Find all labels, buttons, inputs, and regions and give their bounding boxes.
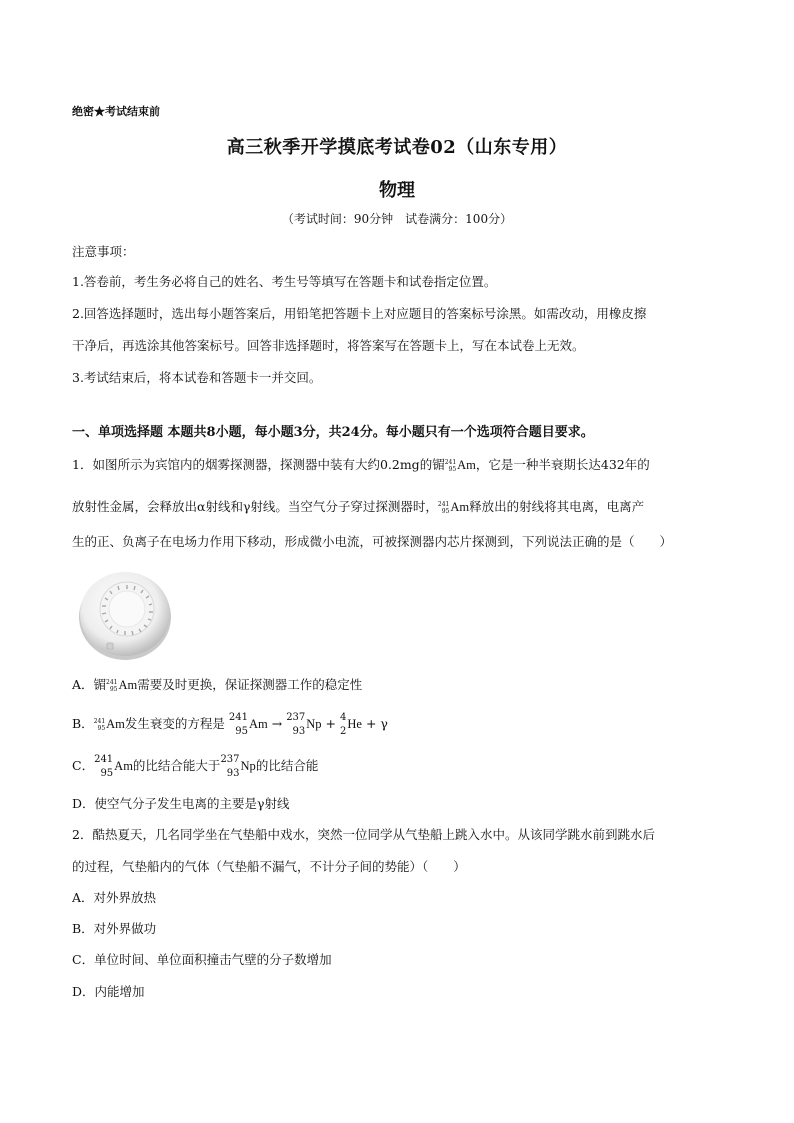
am-nuclide: 241 95	[94, 753, 114, 779]
question-1-line-1: 1．如图所示为宾馆内的烟雾探测器，探测器中装有大约0.2mg的镅 241 95 Am，它是一种半衰期长达432年的	[72, 457, 650, 473]
section-heading: 一、单项选择题 本题共8小题，每小题3分，共24分。每小题只有一个选项符合题目要求。	[72, 425, 594, 440]
np-nuclide: 237 93	[286, 711, 306, 737]
question-1-option-b: B． 241 95 Am发生衰变的方程是 241 95 Am → 237 93 Np + 4 2 He + γ	[72, 711, 388, 737]
note-2-line-2: 干净后，再选涂其他答案标号。回答非选择题时，将答案写在答题卡上，写在本试卷上无效。	[72, 338, 585, 353]
question-2-line-2: 的过程，气垫船内的气体（气垫船不漏气，不计分子间的势能）（ ）	[72, 859, 466, 874]
am-nuclide-small: 241 95	[444, 458, 457, 473]
note-1: 1.答卷前，考生务必将自己的姓名、考生号等填写在答题卡和试卷指定位置。	[72, 274, 497, 289]
exam-info: （考试时间：90分钟 试卷满分：100分）	[281, 212, 513, 226]
question-1-line-2: 放射性金属，会释放出α射线和γ射线。当空气分子穿过探测器时， 241 95 Am释放出的射线将其电离，电离产	[72, 499, 645, 515]
notes-heading: 注意事项：	[72, 244, 135, 259]
am-nuclide-small: 241 95	[437, 500, 450, 515]
question-1-option-d: D．使空气分子发生电离的主要是γ射线	[72, 796, 290, 811]
question-2-option-d: D．内能增加	[72, 984, 145, 999]
subject-title: 物理	[379, 180, 415, 201]
question-1-line-3: 生的正、负离子在电场力作用下移动，形成微小电流，可被探测器内芯片探测到，下列说法正确的是（ ）	[72, 534, 673, 549]
am-nuclide-small: 241 95	[106, 678, 118, 693]
note-2-line-1: 2.回答选择题时，选出每小题答案后，用铅笔把答题卡上对应题目的答案标号涂黑。如需改动，用橡皮擦	[72, 306, 647, 321]
smoke-detector-image	[77, 567, 173, 663]
confidential-label: 绝密★考试结束前	[72, 105, 160, 118]
question-2-line-1: 2．酷热夏天，几名同学坐在气垫船中戏水，突然一位同学从气垫船上跳入水中。从该同学跳水前到跳水后	[72, 827, 655, 842]
question-1-option-c: C． 241 95 Am的比结合能大于 237 93 Np的比结合能	[72, 753, 319, 779]
np-nuclide: 237 93	[220, 753, 240, 779]
question-2-option-a: A．对外界放热	[72, 890, 157, 905]
question-2-option-b: B．对外界做功	[72, 921, 157, 936]
am-nuclide: 241 95	[228, 711, 248, 737]
question-2-option-c: C．单位时间、单位面积撞击气壁的分子数增加	[72, 952, 332, 967]
am-nuclide-small: 241 95	[93, 717, 106, 732]
question-1-option-a: A．镅 241 95 Am需要及时更换，保证探测器工作的稳定性	[72, 677, 363, 693]
paper-title: 高三秋季开学摸底考试卷02（山东专用）	[226, 137, 568, 158]
he-nuclide: 4 2	[340, 711, 347, 737]
note-3: 3.考试结束后，将本试卷和答题卡一并交回。	[72, 370, 322, 385]
